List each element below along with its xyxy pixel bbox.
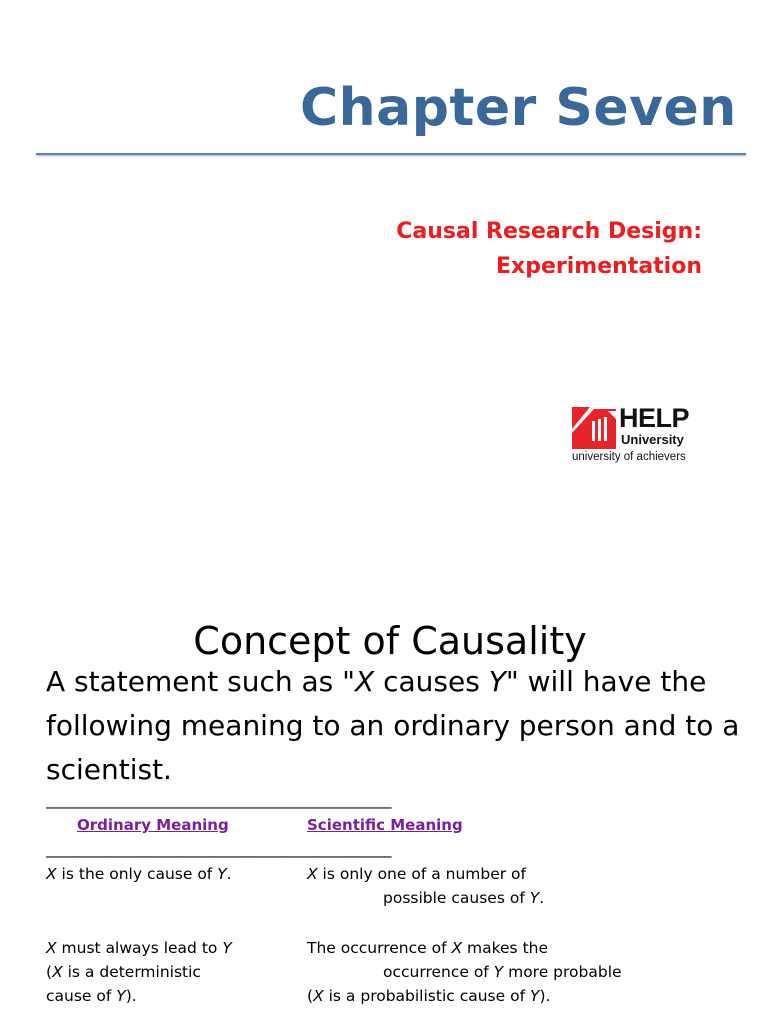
- cell-text: more probable: [503, 963, 622, 981]
- cell-text: .: [539, 889, 545, 907]
- cell-var: Y: [529, 987, 540, 1005]
- cell-text: ).: [539, 987, 551, 1005]
- column-header-scientific: Scientific Meaning: [307, 816, 463, 834]
- logo-sub: University: [621, 432, 684, 447]
- cell-text: is only one of a number of: [317, 865, 526, 883]
- cell-line: [307, 984, 622, 1008]
- cell-var: Y: [529, 889, 540, 907]
- intro-y: Y: [488, 665, 506, 698]
- slide-subtitle: [330, 214, 702, 284]
- cell-line: [307, 960, 622, 984]
- cell-text: cause of: [46, 987, 117, 1005]
- intro-paragraph: [46, 660, 746, 792]
- table-rule-top: _____________________________________________________: [46, 791, 391, 809]
- cell-text: ).: [125, 987, 137, 1005]
- cell-line: [307, 886, 544, 910]
- cell-var: Y: [116, 987, 126, 1005]
- cell-line: [46, 984, 232, 1008]
- cell-var: X: [46, 865, 57, 883]
- cell-var: X: [307, 865, 318, 883]
- intro-text: " will have the following meaning to an ordinary person and to a scientist.: [46, 665, 740, 786]
- cell-line: [307, 936, 622, 960]
- cell-text: possible causes of: [383, 889, 530, 907]
- cell-var: Y: [222, 939, 232, 957]
- logo-name: HELP: [619, 403, 690, 433]
- cell-text: (: [307, 987, 314, 1005]
- cell-text: is a probabilistic cause of: [323, 987, 530, 1005]
- help-university-logo: [572, 404, 702, 466]
- cell-text: must always lead to: [56, 939, 223, 957]
- intro-text: causes: [374, 665, 489, 698]
- slide-title: Chapter Seven: [300, 78, 737, 138]
- subtitle-line-2: Experimentation: [496, 254, 702, 279]
- cell-text: occurrence of: [383, 963, 494, 981]
- table-cell-scientific-2: [307, 936, 622, 1008]
- cell-text: is a deterministic: [62, 963, 201, 981]
- column-header-ordinary: Ordinary Meaning: [77, 816, 229, 834]
- cell-line: [46, 936, 232, 960]
- table-cell-ordinary-1: [46, 862, 232, 886]
- subtitle-line-1: Causal Research Design:: [396, 219, 702, 244]
- cell-var: X: [451, 939, 463, 957]
- intro-text: A statement such as ": [46, 665, 356, 698]
- cell-text: The occurrence of: [307, 939, 452, 957]
- cell-var: X: [313, 987, 324, 1005]
- section-title: Concept of Causality: [193, 619, 587, 663]
- table-cell-ordinary-2: [46, 936, 232, 1008]
- cell-line: [307, 862, 544, 886]
- title-divider: [36, 153, 746, 155]
- logo-tagline: university of achievers: [572, 451, 686, 463]
- cell-var: X: [52, 963, 63, 981]
- table-rule-bottom: _____________________________________________________: [46, 840, 391, 858]
- help-university-logo-mark-icon: [572, 407, 616, 449]
- cell-line: [46, 960, 232, 984]
- cell-text: is the only cause of: [56, 865, 218, 883]
- cell-text: makes the: [462, 939, 549, 957]
- intro-x: X: [355, 665, 375, 698]
- cell-var: Y: [493, 963, 504, 981]
- cell-text: .: [226, 865, 232, 883]
- table-cell-scientific-1: [307, 862, 544, 910]
- cell-text: (: [46, 963, 53, 981]
- cell-var: Y: [217, 865, 227, 883]
- cell-var: X: [46, 939, 57, 957]
